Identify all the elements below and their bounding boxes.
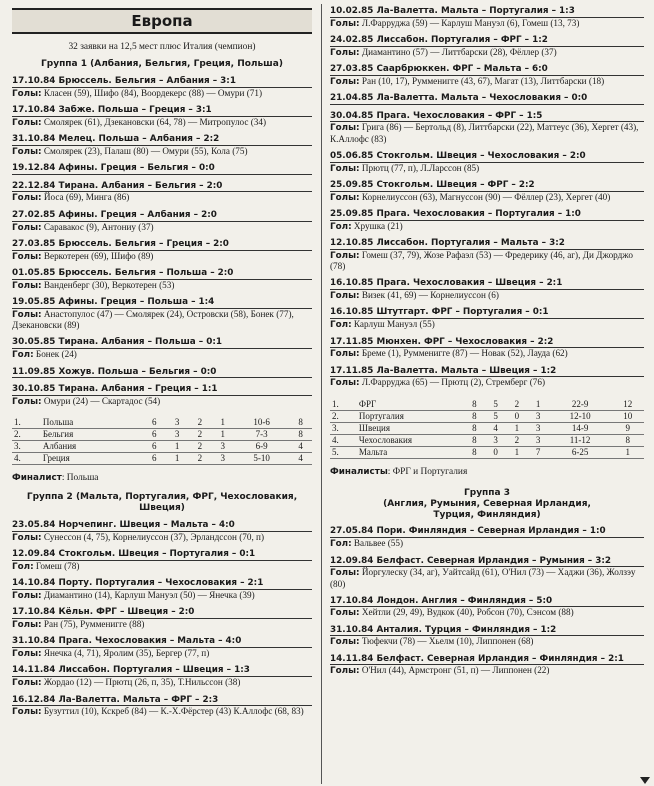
standings-cell: 6 [143, 429, 166, 441]
intro-text: 32 заявки на 12,5 мест плюс Италия (чемпион) [68, 42, 256, 52]
goals-text: Смолярек (23), Палаш (80) — Омури (55), Кола (75) [43, 145, 248, 156]
goals-text: Хейтли (29, 49), Вудкок (40), Робсон (70), Сэнсом (88) [361, 607, 574, 618]
match-entry [12, 607, 312, 630]
match-entry [330, 526, 644, 549]
group3-subheading-1: (Англия, Румыния, Северная Ирландия, [383, 498, 591, 509]
match-heading: 17.11.85 Ла-Валетта. Мальта – Швеция – 1:2 [330, 366, 644, 378]
standings-cell: 5. [330, 446, 357, 458]
match-goals [12, 349, 312, 361]
match-goals [12, 192, 312, 204]
goals-label: Гол: [12, 349, 34, 360]
match-heading: 30.04.85 Прага. Чехословакия – ФРГ – 1:5 [330, 111, 644, 123]
standings-cell: 4 [289, 453, 312, 465]
match-entry [12, 636, 312, 659]
goals-label: Гол: [330, 538, 352, 549]
match-goals [330, 221, 644, 233]
standings-cell: 2. [330, 410, 357, 422]
match-heading: 10.02.85 Ла-Валетта. Мальта – Португалия – 1:3 [330, 6, 644, 18]
match-entry [330, 35, 644, 58]
goals-text: Вальвее (55) [353, 537, 404, 548]
match-goals [12, 222, 312, 234]
match-entry [330, 596, 644, 619]
match-entry [12, 520, 312, 543]
goals-text: Диамантино (57) — Литтбарски (28), Фёллер (37) [361, 46, 557, 57]
match-entry [330, 93, 644, 105]
goals-label: Голы: [330, 192, 360, 203]
match-entry [12, 210, 312, 233]
match-goals [330, 76, 644, 88]
match-entry [12, 134, 312, 157]
finalist-label: Финалист [12, 473, 62, 484]
standings-cell: 2 [506, 399, 527, 411]
standings-cell: ФРГ [357, 399, 464, 411]
goals-text: Бонек (24) [35, 348, 77, 359]
match-goals [330, 665, 644, 677]
finalist-label: Финалисты [330, 466, 388, 477]
goals-text: О'Нил (44), Армстронг (51, п) — Липпонен (22) [361, 665, 550, 676]
goals-label: Голы: [330, 666, 360, 677]
group1-heading: Группа 1 (Албания, Бельгия, Греция, Польша) [41, 59, 283, 70]
standings-row [12, 453, 312, 465]
match-entry [330, 307, 644, 330]
standings-row [330, 446, 644, 458]
match-entry [330, 180, 644, 203]
standings-cell: 5 [485, 399, 506, 411]
standings-cell: 8 [289, 429, 312, 441]
match-goals [330, 636, 644, 648]
standings-cell: 8 [464, 399, 485, 411]
standings-cell: 1 [506, 422, 527, 434]
goals-label: Голы: [12, 117, 42, 128]
match-entry [330, 278, 644, 301]
standings-cell: 6 [143, 453, 166, 465]
group3-matches [330, 526, 644, 677]
goals-label: Голы: [12, 88, 42, 99]
goals-label: Голы: [330, 568, 360, 579]
match-heading: 27.03.85 Саарбрюккен. ФРГ – Мальта – 6:0 [330, 64, 644, 76]
match-goals [330, 192, 644, 204]
standings-cell: 8 [464, 410, 485, 422]
goals-text: Тюфекчи (78) — Хьелм (10), Липпонен (68) [361, 636, 534, 647]
goals-text: Гомеш (78) [35, 560, 80, 571]
match-goals [330, 163, 644, 175]
page-title: Европа [12, 8, 312, 34]
standings-cell: 2 [188, 441, 211, 453]
goals-text: Смолярек (61), Дзекановски (64, 78) — Митропулос (34) [43, 116, 267, 127]
goals-label: Голы: [12, 193, 42, 204]
goals-text: Йоса (69), Минга (86) [43, 192, 130, 203]
match-heading: 16.12.84 Ла-Валетта. Мальта – ФРГ – 2:3 [12, 695, 312, 707]
standings-cell: 4 [485, 422, 506, 434]
standings-cell: 2. [12, 429, 41, 441]
goals-label: Голы: [330, 123, 360, 134]
standings-cell: 0 [485, 446, 506, 458]
standings-cell: 1. [330, 399, 357, 411]
goals-label: Голы: [330, 18, 360, 29]
standings-cell: 1 [166, 453, 189, 465]
match-goals [12, 396, 312, 408]
standings-row [330, 422, 644, 434]
match-goals [12, 146, 312, 158]
goals-label: Голы: [12, 309, 42, 320]
standings-row [330, 434, 644, 446]
group1-standings-table [12, 417, 312, 465]
match-entry [330, 337, 644, 360]
match-heading: 12.09.84 Стокгольм. Швеция – Португалия – 0:1 [12, 549, 312, 561]
match-goals [12, 706, 312, 718]
match-heading: 31.10.84 Прага. Чехословакия – Мальта – 4:0 [12, 636, 312, 648]
match-entry [330, 238, 644, 272]
match-heading: 25.09.85 Стокгольм. Швеция – ФРГ – 2:2 [330, 180, 644, 192]
match-goals [12, 117, 312, 129]
match-heading: 23.05.84 Норчепинг. Швеция – Мальта – 4:0 [12, 520, 312, 532]
match-heading: 22.12.84 Тирана. Албания – Бельгия – 2:0 [12, 181, 312, 193]
goals-label: Голы: [12, 146, 42, 157]
right-column [330, 0, 644, 677]
match-entry [330, 625, 644, 648]
match-heading: 05.06.85 Стокгольм. Швеция – Чехословакия – 2:0 [330, 151, 644, 163]
standings-cell: 22-9 [549, 399, 612, 411]
match-heading: 27.02.85 Афины. Греция – Албания – 2:0 [12, 210, 312, 222]
match-heading: 16.10.85 Штутгарт. ФРГ – Португалия – 0:1 [330, 307, 644, 319]
match-entry [12, 297, 312, 331]
match-goals [330, 348, 644, 360]
match-entry [12, 384, 312, 407]
group3-subheading-2: Турция, Финляндия) [433, 509, 541, 520]
goals-text: Ран (75), Румменигге (88) [43, 618, 145, 629]
standings-cell: 8 [289, 417, 312, 429]
standings-cell: 3 [166, 417, 189, 429]
match-goals [330, 607, 644, 619]
goals-label: Голы: [330, 163, 360, 174]
standings-cell: 4 [289, 441, 312, 453]
group1-matches [12, 76, 312, 407]
goals-label: Голы: [330, 290, 360, 301]
left-column [12, 0, 312, 718]
finalist-value: : ФРГ и Португалия [387, 466, 468, 477]
standings-cell: Чехословакия [357, 434, 464, 446]
match-entry [330, 64, 644, 87]
standings-cell: 6-25 [549, 446, 612, 458]
goals-text: Омури (24) — Скартадос (54) [43, 395, 161, 406]
standings-cell: 7-3 [234, 429, 289, 441]
standings-cell: 3 [528, 410, 549, 422]
match-heading: 17.10.84 Брюссель. Бельгия – Албания – 3:1 [12, 76, 312, 88]
match-goals [12, 648, 312, 660]
match-entry [12, 239, 312, 262]
goals-label: Голы: [12, 222, 42, 233]
standings-cell: 9 [611, 422, 644, 434]
match-entry [330, 151, 644, 174]
standings-cell: 10-6 [234, 417, 289, 429]
goals-text: Жордао (12) — Прютц (26, п, 35), Т.Нильссон (38) [43, 677, 241, 688]
match-goals [330, 377, 644, 389]
standings-cell: 11-12 [549, 434, 612, 446]
group2-standings-table [330, 399, 644, 459]
match-entry [330, 366, 644, 389]
match-goals [12, 309, 312, 332]
goals-text: Прютц (77, п), Л.Ларссон (85) [361, 162, 480, 173]
goals-label: Голы: [12, 590, 42, 601]
standings-cell: 2 [188, 453, 211, 465]
match-entry [12, 268, 312, 291]
continue-arrow-icon [640, 777, 650, 784]
match-heading: 11.09.85 Хожув. Польша – Бельгия – 0:0 [12, 367, 312, 379]
standings-cell: 1 [211, 417, 234, 429]
match-entry [12, 695, 312, 718]
standings-cell: 8 [464, 434, 485, 446]
group2-matches-left [12, 520, 312, 718]
standings-cell: 1 [528, 399, 549, 411]
standings-cell: 2 [506, 434, 527, 446]
standings-cell: 0 [506, 410, 527, 422]
standings-cell: 3 [485, 434, 506, 446]
goals-text: Анастопулос (47) — Смолярек (24), Островски (58), Бонек (77), Дзекановски (89) [12, 308, 294, 331]
match-goals [12, 619, 312, 631]
match-entry [12, 105, 312, 128]
standings-cell: 1 [211, 429, 234, 441]
standings-cell: 12-10 [549, 410, 612, 422]
match-entry [12, 181, 312, 204]
goals-label: Голы: [330, 637, 360, 648]
match-heading: 25.09.85 Прага. Чехословакия – Португалия – 1:0 [330, 209, 644, 221]
goals-label: Гол: [330, 221, 352, 232]
standings-cell: 3 [528, 434, 549, 446]
match-entry [330, 6, 644, 29]
match-goals [12, 590, 312, 602]
goals-label: Голы: [12, 678, 42, 689]
match-entry [12, 367, 312, 379]
goals-text: Л.Фарруджа (59) — Карлуш Мануэл (6), Гомеш (13, 73) [361, 17, 580, 28]
match-heading: 21.04.85 Ла-Валетта. Мальта – Чехословакия – 0:0 [330, 93, 644, 105]
standings-cell: 1 [611, 446, 644, 458]
match-entry [12, 163, 312, 175]
standings-cell: 3. [330, 422, 357, 434]
goals-text: Ванденберг (30), Веркотерен (53) [43, 279, 175, 290]
group2-matches-right [330, 6, 644, 389]
goals-label: Гол: [12, 561, 34, 572]
match-heading: 30.05.85 Тирана. Албания – Польша – 0:1 [12, 337, 312, 349]
match-heading: 17.11.85 Мюнхен. ФРГ – Чехословакия – 2:2 [330, 337, 644, 349]
column-divider [321, 4, 322, 784]
standings-cell: 2 [188, 417, 211, 429]
match-heading: 14.10.84 Порту. Португалия – Чехословакия – 2:1 [12, 578, 312, 590]
goals-text: Саравакос (9), Антониу (37) [43, 221, 154, 232]
goals-label: Голы: [12, 619, 42, 630]
goals-text: Бузуттил (10), Кскреб (84) — К.-Х.Фёрстер (43) К.Аллофс (68, 83) [43, 706, 304, 717]
group3-heading: Группа 3 [464, 488, 510, 499]
standings-cell: 6 [143, 417, 166, 429]
goals-text: Йоргулеску (34, аг), Уайтсайд (61), О'Нил (73) — Хаджи (36), Жолзэу (80) [330, 567, 636, 589]
match-goals [330, 319, 644, 331]
match-heading: 14.11.84 Лиссабон. Португалия – Швеция – 1:3 [12, 665, 312, 677]
standings-cell: Польша [41, 417, 143, 429]
finalist-value: : Польша [61, 473, 99, 484]
standings-cell: 3 [528, 422, 549, 434]
standings-cell: 7 [528, 446, 549, 458]
match-goals [12, 561, 312, 573]
match-goals [12, 532, 312, 544]
goals-text: Л.Фарруджа (65) — Прютц (2), Стремберг (76) [361, 377, 546, 388]
standings-cell: 3 [211, 441, 234, 453]
standings-cell: 4. [330, 434, 357, 446]
match-heading: 01.05.85 Брюссель. Бельгия – Польша – 2:0 [12, 268, 312, 280]
goals-text: Веркотерен (69), Шифо (89) [43, 250, 154, 261]
standings-row [12, 429, 312, 441]
match-goals [330, 290, 644, 302]
match-heading: 17.10.84 Забже. Польша – Греция – 3:1 [12, 105, 312, 117]
standings-cell: Португалия [357, 410, 464, 422]
match-heading: 24.02.85 Лиссабон. Португалия – ФРГ – 1:2 [330, 35, 644, 47]
match-heading: 16.10.85 Прага. Чехословакия – Швеция – 2:1 [330, 278, 644, 290]
match-entry [12, 665, 312, 688]
standings-cell: 4. [12, 453, 41, 465]
match-entry [12, 76, 312, 99]
goals-label: Голы: [330, 76, 360, 87]
standings-cell: 8 [464, 446, 485, 458]
standings-cell: 14-9 [549, 422, 612, 434]
group2-heading: Группа 2 (Мальта, Португалия, ФРГ, Чехословакия, Швеция) [26, 492, 298, 514]
match-entry [330, 111, 644, 145]
match-entry [330, 209, 644, 232]
match-goals [330, 567, 644, 590]
match-goals [12, 88, 312, 100]
group1-finalist [12, 473, 312, 484]
match-goals [330, 122, 644, 145]
standings-cell: 12 [611, 399, 644, 411]
goals-label: Голы: [330, 250, 360, 261]
goals-text: Карлуш Мануэл (55) [353, 319, 435, 329]
group2-finalist [330, 467, 644, 478]
match-entry [330, 556, 644, 590]
match-goals [330, 47, 644, 59]
match-goals [12, 677, 312, 689]
standings-cell: 2 [188, 429, 211, 441]
goals-label: Голы: [12, 532, 42, 543]
match-heading: 12.10.85 Лиссабон. Португалия – Мальта – 3:2 [330, 238, 644, 250]
standings-cell: Албания [41, 441, 143, 453]
goals-label: Голы: [12, 396, 42, 407]
standings-cell: Бельгия [41, 429, 143, 441]
goals-label: Голы: [12, 280, 42, 291]
match-heading: 17.10.84 Кёльн. ФРГ – Швеция – 2:0 [12, 607, 312, 619]
goals-text: Хрушка (21) [353, 220, 403, 231]
standings-cell: 8 [464, 422, 485, 434]
goals-label: Голы: [12, 648, 42, 659]
match-heading: 27.03.85 Брюссель. Бельгия – Греция – 2:0 [12, 239, 312, 251]
match-entry [12, 578, 312, 601]
goals-text: Класен (59), Шифо (84), Воордекерс (88) — Омури (71) [43, 87, 263, 98]
match-heading: 14.11.84 Белфаст. Северная Ирландия – Финляндия – 2:1 [330, 654, 644, 666]
standings-row [330, 410, 644, 422]
match-entry [12, 549, 312, 572]
match-heading: 17.10.84 Лондон. Англия – Финляндия – 5:0 [330, 596, 644, 608]
standings-row [330, 399, 644, 411]
standings-cell: Греция [41, 453, 143, 465]
goals-label: Гол: [330, 320, 352, 330]
match-heading: 12.09.84 Белфаст. Северная Ирландия – Румыния – 3:2 [330, 556, 644, 568]
standings-cell: 3. [12, 441, 41, 453]
goals-text: Грига (86) — Бертольд (8), Литтбарски (22), Маттеус (36), Хергет (43), К.Аллофс (83) [330, 122, 639, 144]
goals-text: Визек (41, 69) — Корнелиуссон (6) [361, 289, 499, 300]
standings-cell: 3 [166, 429, 189, 441]
match-heading: 19.05.85 Афины. Греция – Польша – 1:4 [12, 297, 312, 309]
goals-label: Голы: [12, 251, 42, 262]
goals-label: Голы: [330, 608, 360, 619]
match-heading: 31.10.84 Мелец. Польша – Албания – 2:2 [12, 134, 312, 146]
standings-cell: Швеция [357, 422, 464, 434]
standings-row [12, 417, 312, 429]
standings-cell: 1 [166, 441, 189, 453]
standings-cell: 6 [143, 441, 166, 453]
goals-text: Янечка (4, 71), Яролим (35), Бергер (77, п) [43, 647, 210, 658]
goals-text: Диамантино (14), Карлуш Мануэл (50) — Янечка (39) [43, 589, 255, 600]
standings-cell: 3 [211, 453, 234, 465]
match-goals [330, 538, 644, 550]
standings-cell: 6-9 [234, 441, 289, 453]
standings-cell: 1. [12, 417, 41, 429]
standings-row [12, 441, 312, 453]
goals-text: Корнелиуссон (63), Магнуссон (90) — Фёллер (23), Хергет (40) [361, 191, 611, 202]
standings-cell: 5-10 [234, 453, 289, 465]
match-goals [12, 280, 312, 292]
goals-text: Бреме (1), Румменигге (87) — Новак (52), Лауда (62) [361, 348, 568, 359]
goals-label: Голы: [330, 378, 360, 389]
standings-cell: 8 [611, 434, 644, 446]
standings-cell: 10 [611, 410, 644, 422]
standings-cell: 5 [485, 410, 506, 422]
goals-text: Сунессон (4, 75), Корнелиуссон (37), Эрландссон (70, п) [43, 531, 265, 542]
goals-label: Голы: [330, 349, 360, 360]
match-heading: 30.10.85 Тирана. Албания – Греция – 1:1 [12, 384, 312, 396]
match-heading: 31.10.84 Анталия. Турция – Финляндия – 1:2 [330, 625, 644, 637]
match-entry [12, 337, 312, 360]
match-goals [12, 251, 312, 263]
goals-text: Гомеш (37, 79), Жозе Рафаэл (53) — Фредерику (46, аг), Ди Джорджо (78) [330, 249, 634, 272]
match-heading: 19.12.84 Афины. Греция – Бельгия – 0:0 [12, 163, 312, 175]
goals-label: Голы: [330, 47, 360, 58]
goals-label: Голы: [12, 707, 42, 718]
goals-text: Ран (10, 17), Румменигге (43, 67), Магат (13), Литтбарски (18) [361, 75, 605, 86]
match-entry [330, 654, 644, 677]
standings-cell: 1 [506, 446, 527, 458]
match-goals [330, 250, 644, 273]
match-goals [330, 18, 644, 30]
standings-cell: Мальта [357, 446, 464, 458]
match-heading: 27.05.84 Пори. Финляндия – Северная Ирландия – 1:0 [330, 526, 644, 538]
